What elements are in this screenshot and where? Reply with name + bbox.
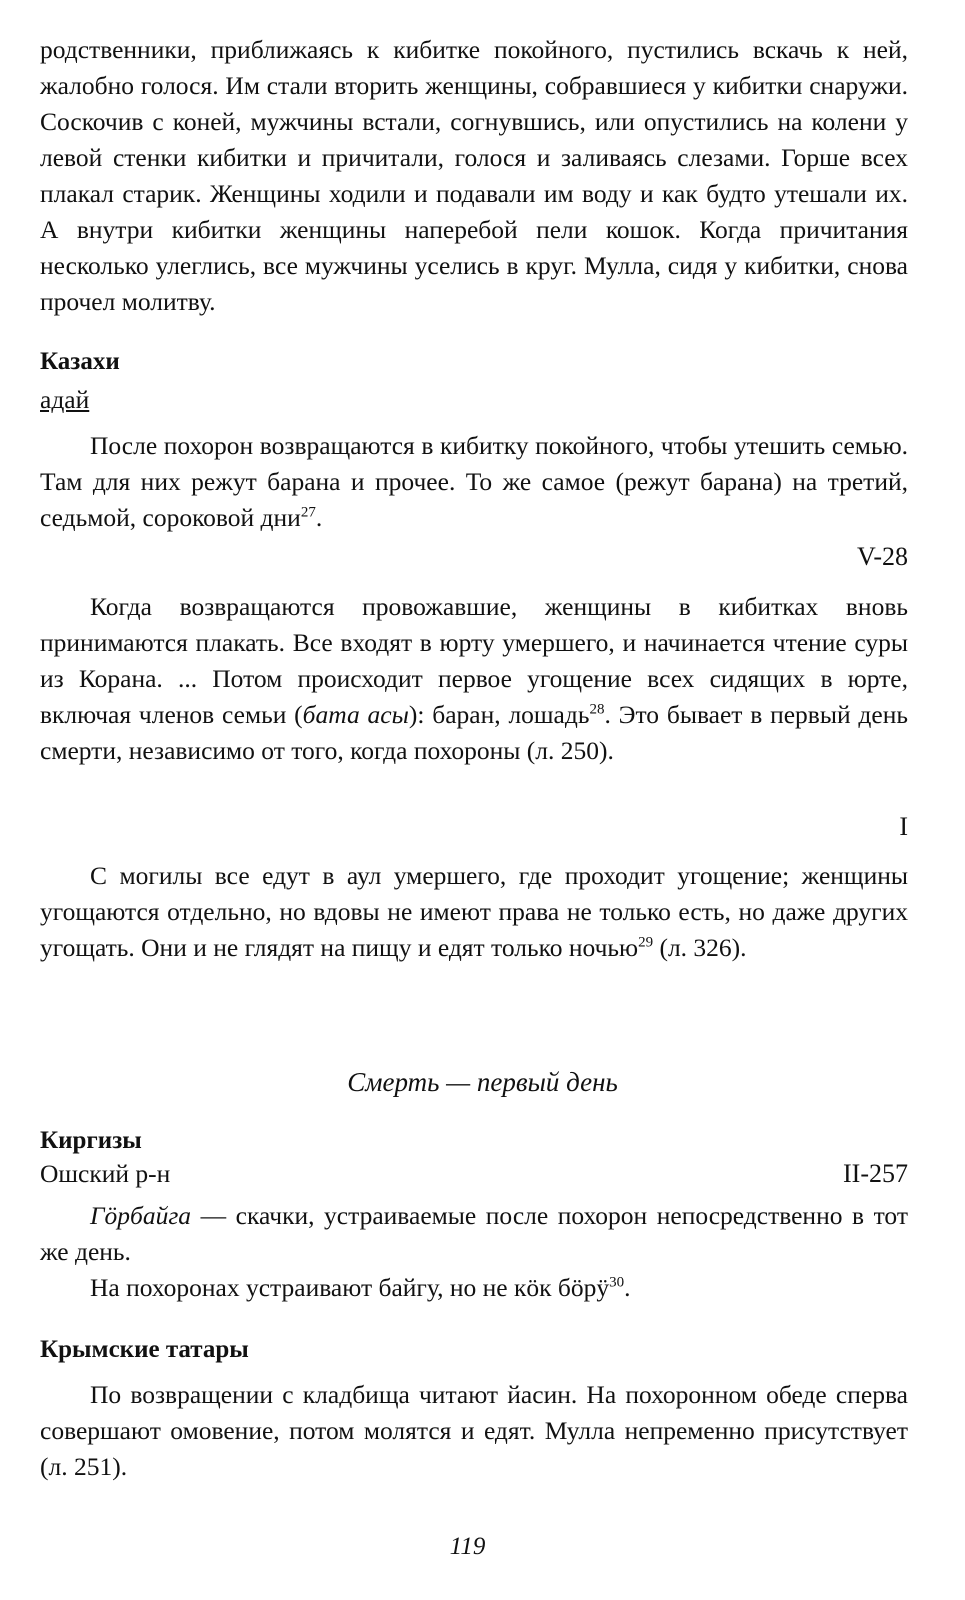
paragraph-after-burial-end: . xyxy=(315,503,323,532)
section-title-first-day: Смерть — первый день xyxy=(347,1067,618,1097)
subheading-aday: адай xyxy=(40,385,90,414)
paragraph-baiga xyxy=(40,1270,908,1306)
paragraph-return-mourners-a: Когда возвращаются провожавшие, женщины в кибитках вновь принимаются плакать. Все входят в юрту умершего, и начинается чтение суры из Корана. ... Потом происходит первое угощение всех сидящих в юрте, включая членов семьи ( xyxy=(40,592,908,729)
paragraph-gorbaiga xyxy=(40,1198,908,1270)
paragraph-return-mourners-b: ): баран, лошадь xyxy=(408,700,590,729)
reference-i: I xyxy=(899,812,908,841)
paragraph-crimean-meal: По возвращении с кладбища читают йасин. На похоронном обеде сперва совершают омовение, потом молятся и едят. Мулла непременно присутствует (л. 251). xyxy=(40,1380,908,1481)
page-number: 119 xyxy=(449,1533,486,1560)
footnote-ref-30: 30 xyxy=(609,1274,625,1291)
paragraph-after-burial-text: После похорон возвращаются в кибитку покойного, чтобы утешить семью. Там для них режут барана и прочее. То же самое (режут барана) на третий, седьмой, сороковой дни xyxy=(40,431,908,532)
paragraph-return-mourners xyxy=(40,589,908,769)
heading-crimean-tatars: Крымские татары xyxy=(40,1336,249,1363)
reference-ii257: II-257 xyxy=(843,1159,908,1188)
paragraph-return-mourners-c: . Это бывает в первый день смерти, независимо от того, когда похороны (л. 250). xyxy=(40,700,908,765)
heading-kirgizy: Киргизы xyxy=(40,1127,142,1154)
footnote-ref-27: 27 xyxy=(300,504,316,521)
term-gorbaiga: Гӧрбайга xyxy=(90,1201,192,1230)
paragraph-widows-b: (л. 326). xyxy=(653,933,747,962)
footnote-ref-29: 29 xyxy=(638,934,654,951)
footnote-ref-28: 28 xyxy=(589,701,605,718)
paragraph-funeral-arrival: родственники, приближаясь к кибитке покойного, пустились вскачь к ней, жалобно голося. Им стали вторить женщины, собравшиеся у кибитки снаружи. Соскочив с коней, мужчины встали, согнувшись, или опустились на колени у левой стенки кибитки и причитали, голося и заливаясь слезами. Горше всех плакал старик. Женщины ходили и подавали им воду и как будто утешали их. А внутри кибитки женщины наперебой пели кошок. Когда причитания несколько улеглись, все мужчины уселись в круг. Мулла, сидя у кибитки, снова прочел молитву. xyxy=(40,35,908,316)
paragraph-baiga-end: . xyxy=(624,1273,631,1302)
subheading-osh: Ошский р-н xyxy=(40,1159,171,1188)
paragraph-gorbaiga-rest: — скачки, устраиваемые после похорон непосредственно в тот же день. xyxy=(40,1201,908,1266)
paragraph-widows-a: С могилы все едут в аул умершего, где проходит угощение; женщины угощаются отдельно, но вдовы не имеют права не только есть, но даже других угощать. Они и не глядят на пищу и едят только ночью xyxy=(40,861,908,962)
paragraph-baiga-text: На похоронах устраивают байгу, но не кӧк бӧрӱ xyxy=(90,1273,610,1302)
paragraph-widows xyxy=(40,858,908,966)
heading-kazakhi: Казахи xyxy=(40,348,120,375)
term-bata-asy: бата асы xyxy=(302,700,409,729)
reference-v28: V-28 xyxy=(856,542,908,571)
paragraph-after-burial xyxy=(40,428,908,536)
